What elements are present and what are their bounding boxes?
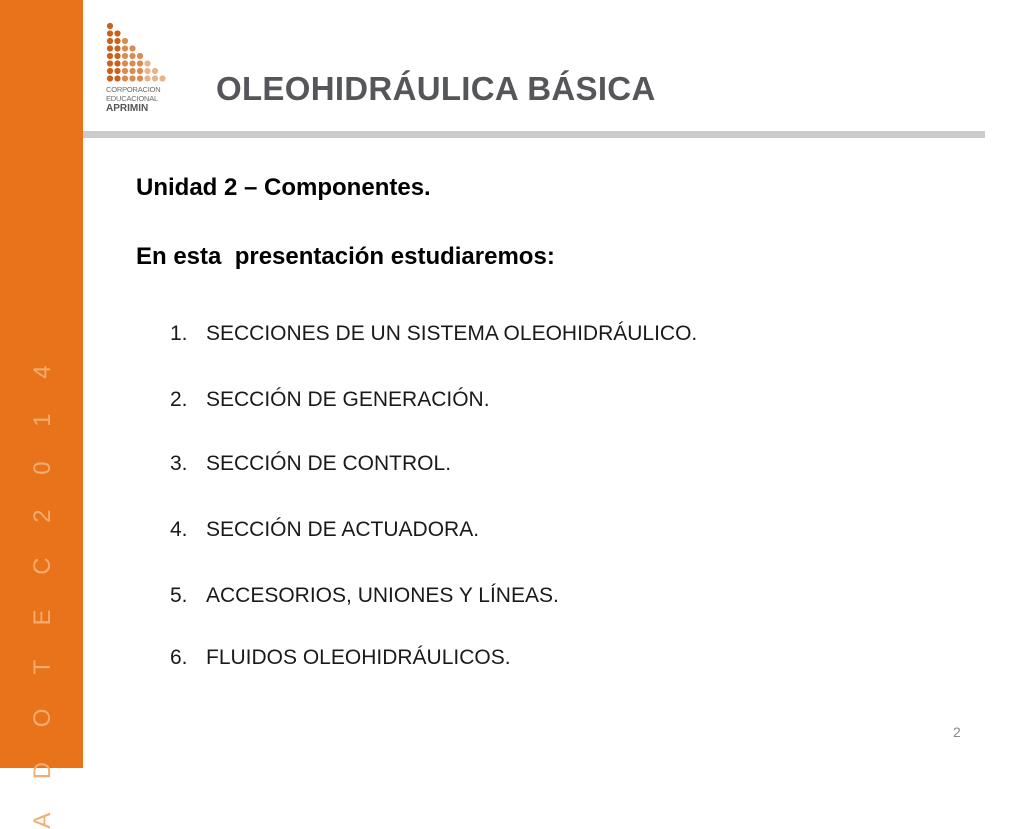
logo-line-1: CORPORACION [106,85,161,94]
list-item-number: 6. [170,646,188,669]
logo-dot [144,60,150,66]
logo-dot [137,68,143,74]
logo-dot [122,68,128,74]
logo-dot [107,60,113,66]
logo-dot [114,53,120,59]
list-item [170,518,479,542]
list-item [170,388,490,412]
logo-dot [129,68,135,74]
logo-dot [159,75,165,81]
list-item-text: SECCIÓN DE GENERACIÓN. [206,388,490,411]
logo-line-2: EDUCACIONAL [106,94,158,103]
page-title: OLEOHIDRÁULICA BÁSICA [216,70,656,107]
list-item-text: FLUIDOS OLEOHIDRÁULICOS. [206,646,511,669]
intro-heading: En esta presentación estudiaremos: [136,243,555,270]
aprimin-logo [106,22,176,120]
logo-dot-pattern [106,22,176,84]
list-item-number: 3. [170,452,188,475]
logo-dot [107,30,113,36]
logo-dot [107,23,113,29]
logo-dot [114,38,120,44]
unit-heading: Unidad 2 – Componentes. [136,174,431,201]
logo-dot [144,75,150,81]
logo-dot [122,75,128,81]
logo-dot [107,53,113,59]
logo-dot [129,75,135,81]
logo-text [106,85,176,115]
logo-dot [152,68,158,74]
logo-dot [129,53,135,59]
list-item [170,322,697,346]
list-item-text: SECCIONES DE UN SISTEMA OLEOHIDRÁULICO. [206,322,698,345]
logo-dot [144,68,150,74]
logo-dot [114,45,120,51]
list-item-number: 5. [170,584,188,607]
list-item [170,584,559,608]
list-item-number: 2. [170,388,188,411]
list-item-text: SECCIÓN DE ACTUADORA. [206,518,480,541]
logo-dot [114,68,120,74]
logo-dot [114,30,120,36]
logo-dot [129,60,135,66]
logo-dot [122,60,128,66]
list-item-text: SECCIÓN DE CONTROL. [206,452,452,475]
list-item [170,646,511,670]
logo-dot [107,75,113,81]
logo-dot [122,45,128,51]
logo-dot [152,75,158,81]
logo-dot [107,45,113,51]
logo-dot [137,60,143,66]
list-item-text: ACCESORIOS, UNIONES Y LÍNEAS. [206,584,559,607]
logo-dot [114,60,120,66]
logo-dot [137,75,143,81]
list-item-number: 1. [170,322,188,345]
logo-brand: APRIMIN [106,103,149,114]
title-divider [83,131,985,138]
logo-dot [114,75,120,81]
sidebar-band [0,0,83,829]
logo-dot [137,53,143,59]
logo-dot [129,45,135,51]
sidebar-vertical-text: A D O T E C 2 0 1 4 [29,351,56,829]
logo-dot [122,38,128,44]
logo-dot [107,68,113,74]
list-item-number: 4. [170,518,188,541]
list-item [170,452,451,476]
logo-dot [122,53,128,59]
page-number: 2 [953,724,961,740]
logo-dot [107,38,113,44]
